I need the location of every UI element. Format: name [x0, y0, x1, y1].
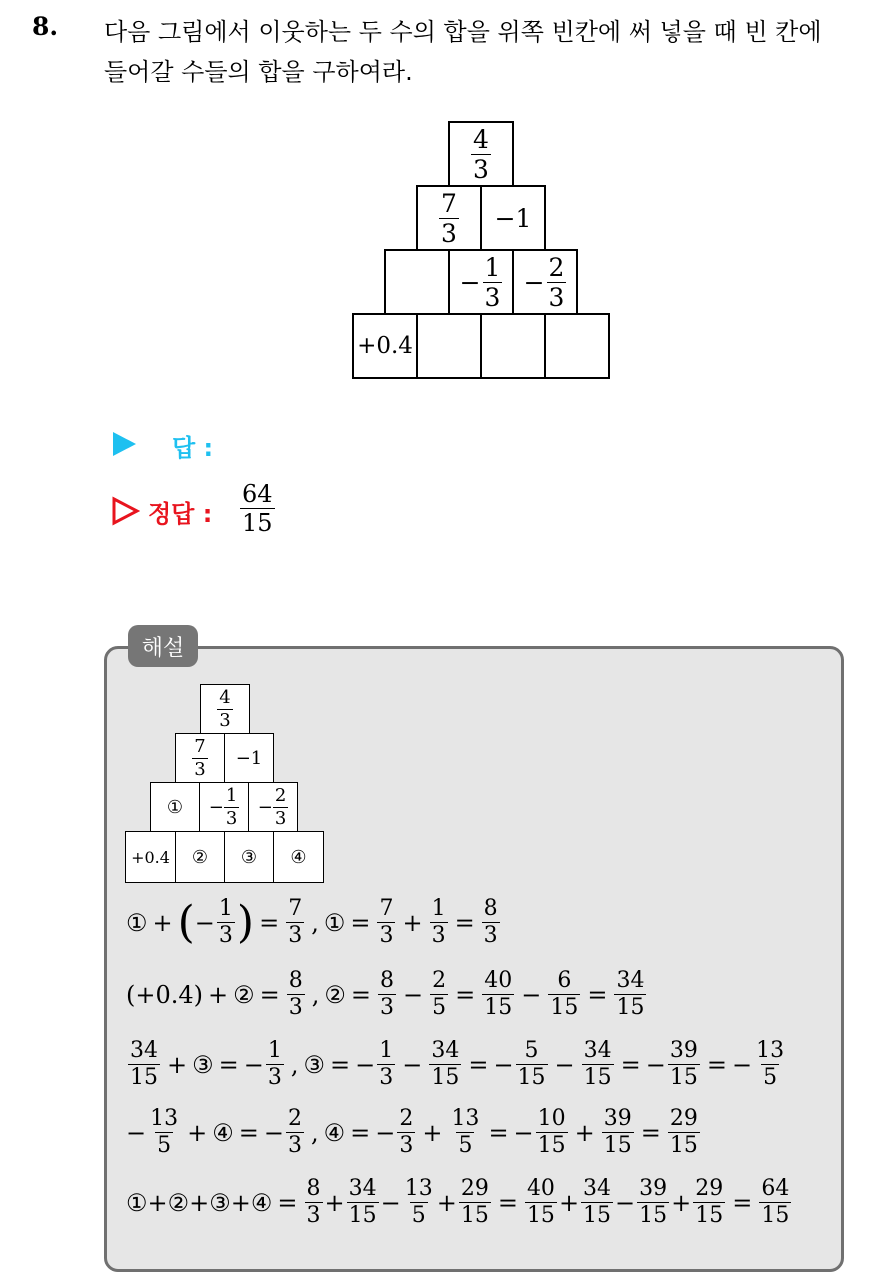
math-token: ②	[167, 1188, 190, 1217]
sol-pyramid-row4-cell1	[125, 831, 176, 883]
outline-triangle-icon	[110, 496, 140, 526]
math-token: (	[177, 896, 195, 948]
fraction-denominator: 5	[157, 1133, 172, 1158]
sol-pyramid-top	[200, 684, 250, 734]
math-token: ①	[323, 908, 346, 937]
fraction-numerator: 8	[483, 896, 498, 921]
fraction	[217, 686, 232, 731]
correct-answer-value	[240, 482, 275, 535]
fraction	[693, 1178, 725, 1227]
fraction	[547, 252, 567, 312]
fraction-denominator: 3	[483, 923, 498, 948]
fraction-numerator: 7	[441, 188, 457, 218]
fraction-denominator: 3	[288, 995, 303, 1020]
math-token: −	[521, 980, 542, 1009]
fraction	[449, 1108, 481, 1157]
fraction-denominator: 3	[219, 709, 231, 731]
fraction	[148, 1108, 180, 1157]
fraction-numerator: 7	[288, 896, 303, 921]
math-token: +0.4	[357, 333, 413, 359]
fraction	[224, 784, 239, 829]
solution-line-3	[126, 1040, 788, 1089]
fraction-numerator: 2	[287, 1106, 302, 1131]
question-number: 8.	[32, 12, 59, 41]
fraction-numerator: 64	[761, 1176, 790, 1201]
fraction	[128, 1040, 160, 1089]
fraction-numerator: 5	[524, 1038, 539, 1063]
pyramid-row4-cell4-blank	[544, 313, 610, 379]
fraction-numerator: 39	[669, 1038, 698, 1063]
fraction-denominator: 15	[431, 1065, 460, 1090]
math-token: +	[558, 1188, 580, 1217]
fraction	[637, 1178, 669, 1227]
fraction	[347, 1178, 379, 1227]
fraction-numerator: 13	[756, 1038, 785, 1063]
math-token: ④	[212, 1118, 234, 1147]
fraction-denominator: 15	[460, 1203, 489, 1228]
math-token: =	[350, 980, 372, 1009]
fraction-denominator: 5	[458, 1133, 473, 1158]
fraction-denominator: 15	[669, 1133, 698, 1158]
fraction	[536, 1108, 568, 1157]
sol-pyramid-row4-cell3	[224, 831, 274, 883]
fraction-numerator: 34	[431, 1038, 460, 1063]
math-token: +	[230, 1188, 251, 1217]
fraction-numerator: 34	[348, 1176, 377, 1201]
fraction-numerator: 2	[548, 252, 565, 282]
math-token: −	[459, 267, 481, 297]
question-text-line2: 들어갈 수들의 합을 구하여라.	[104, 58, 413, 86]
fraction-numerator: 13	[150, 1106, 179, 1131]
fraction	[525, 1178, 557, 1227]
math-token: =	[468, 1050, 489, 1079]
fraction-numerator: 2	[432, 968, 447, 993]
fraction-denominator: 3	[380, 995, 395, 1020]
math-token: ③	[240, 846, 258, 868]
math-token: =	[350, 908, 371, 937]
math-token: (+0.4)	[126, 980, 204, 1009]
fraction-numerator: 34	[583, 1038, 612, 1063]
fraction	[266, 1040, 284, 1089]
fraction	[286, 1108, 304, 1157]
fraction-denominator: 15	[130, 1065, 158, 1090]
math-token: =	[640, 1118, 661, 1147]
math-token: =	[620, 1050, 641, 1079]
math-token: ②	[191, 846, 209, 868]
math-token: −	[493, 1050, 514, 1079]
fraction	[582, 1040, 614, 1089]
fraction	[287, 970, 305, 1019]
math-token: ,	[290, 1050, 299, 1079]
fraction-numerator: 39	[639, 1176, 668, 1201]
pyramid-row3-cell3	[512, 249, 578, 315]
math-token: −	[402, 1050, 423, 1079]
fraction	[192, 735, 207, 780]
fraction-denominator: 3	[288, 923, 303, 948]
fraction-numerator: 7	[379, 896, 394, 921]
solution-tab: 해설	[128, 625, 198, 667]
fraction-numerator: 13	[451, 1106, 480, 1131]
fraction-numerator: 1	[431, 896, 446, 921]
sol-pyramid-row4-cell2	[175, 831, 225, 883]
fraction	[482, 898, 500, 947]
math-token: −	[513, 1118, 534, 1147]
fraction	[668, 1040, 700, 1089]
math-token: =	[732, 1188, 753, 1217]
math-token: +	[208, 980, 229, 1009]
math-token: −	[263, 1118, 284, 1147]
fraction-denominator: 5	[411, 1203, 426, 1228]
fraction-denominator: 15	[484, 995, 513, 1020]
pyramid-row4-cell1	[352, 313, 418, 379]
fraction	[482, 970, 514, 1019]
math-token: −	[645, 1050, 666, 1079]
fraction-denominator: 3	[484, 282, 501, 312]
fraction-numerator: 29	[669, 1106, 698, 1131]
math-token: =	[454, 908, 475, 937]
math-token: ④	[290, 846, 307, 868]
fraction	[548, 970, 580, 1019]
math-token: −	[257, 796, 273, 818]
pyramid-row4-cell2-blank	[416, 313, 482, 379]
fraction-numerator: 29	[695, 1176, 724, 1201]
math-token: +	[422, 1118, 443, 1147]
math-token: =	[350, 1118, 371, 1147]
fraction-denominator: 3	[287, 1133, 302, 1158]
answer-blank-label: 답 :	[172, 434, 214, 462]
math-token: ①	[126, 1188, 148, 1217]
math-token: +0.4	[131, 847, 170, 867]
fraction	[240, 482, 275, 535]
fraction-denominator: 3	[379, 923, 394, 948]
fraction-denominator: 15	[603, 1133, 632, 1158]
math-token: −1	[235, 747, 263, 769]
sol-pyramid-row2-cell2	[224, 733, 274, 783]
math-token: ①	[166, 796, 184, 818]
math-token: +	[167, 1050, 188, 1079]
math-token: +	[671, 1188, 692, 1217]
fraction-numerator: 13	[404, 1176, 433, 1201]
math-token: −	[731, 1050, 753, 1079]
math-token: +	[402, 908, 423, 937]
fraction-numerator: 6	[557, 968, 572, 993]
sol-pyramid-row3-cell1	[150, 782, 200, 832]
solution-line-4	[126, 1108, 702, 1157]
fraction-denominator: 3	[267, 1065, 282, 1090]
fraction	[759, 1178, 791, 1227]
math-token: =	[488, 1118, 509, 1147]
fraction	[377, 898, 395, 947]
fraction	[471, 124, 491, 184]
fraction	[459, 1178, 491, 1227]
fraction-numerator: 39	[603, 1106, 632, 1131]
fraction-denominator: 15	[242, 509, 273, 537]
fraction-numerator: 8	[288, 968, 303, 993]
fraction-denominator: 15	[669, 1065, 698, 1090]
fraction-numerator: 8	[306, 1176, 321, 1201]
pyramid-row3-cell1-blank	[384, 249, 450, 315]
fraction-denominator: 3	[399, 1133, 414, 1158]
play-triangle-icon	[110, 430, 138, 458]
math-token: +	[574, 1118, 595, 1147]
fraction-numerator: 34	[583, 1176, 612, 1201]
fraction-denominator: 3	[274, 807, 287, 829]
question-text-line1: 다음 그림에서 이웃하는 두 수의 합을 위쪽 빈칸에 써 넣을 때 빈 칸에	[104, 18, 822, 46]
math-token: ,	[310, 1118, 319, 1147]
math-token: +	[187, 1118, 208, 1147]
math-token: =	[706, 1050, 727, 1079]
fraction	[754, 1040, 786, 1089]
fraction-denominator: 3	[225, 807, 238, 829]
fraction-denominator: 3	[431, 923, 446, 948]
fraction-denominator: 15	[616, 995, 645, 1020]
fraction-numerator: 1	[218, 896, 233, 921]
fraction-numerator: 1	[379, 1038, 394, 1063]
pyramid-row3-cell2	[448, 249, 514, 315]
fraction	[439, 188, 459, 248]
fraction-denominator: 15	[583, 1203, 612, 1228]
fraction	[429, 1040, 461, 1089]
sol-pyramid-row3-cell2	[199, 782, 249, 832]
fraction-denominator: 15	[639, 1203, 668, 1228]
sol-pyramid-row2-cell1	[175, 733, 225, 783]
math-token: −	[355, 1050, 376, 1079]
fraction	[516, 1040, 548, 1089]
fraction-numerator: 8	[380, 968, 395, 993]
solution-line-5	[126, 1178, 793, 1227]
sol-pyramid-row4-cell4	[273, 831, 324, 883]
fraction	[273, 784, 288, 829]
fraction-denominator: 15	[583, 1065, 612, 1090]
fraction-denominator: 3	[441, 218, 457, 248]
math-token: −	[126, 1118, 147, 1147]
math-token: +	[189, 1188, 210, 1217]
math-token: ③	[209, 1188, 231, 1217]
math-token: ①	[126, 908, 148, 937]
math-token: −	[243, 1050, 264, 1079]
pyramid-top-cell	[448, 121, 514, 187]
fraction-numerator: 40	[484, 968, 513, 993]
math-token: =	[259, 908, 280, 937]
math-token: −	[403, 980, 424, 1009]
math-token: ③	[192, 1050, 214, 1079]
math-token: =	[218, 1050, 239, 1079]
math-token: −	[375, 1118, 396, 1147]
fraction-denominator: 15	[550, 995, 579, 1020]
fraction-numerator: 4	[219, 686, 231, 708]
math-token: ④	[250, 1188, 273, 1217]
fraction-denominator: 3	[379, 1065, 394, 1090]
fraction	[602, 1108, 634, 1157]
fraction	[668, 1108, 700, 1157]
math-token: =	[497, 1188, 518, 1217]
math-token: ③	[303, 1050, 325, 1079]
math-token: −	[554, 1050, 575, 1079]
math-token: =	[455, 980, 476, 1009]
fraction-numerator: 7	[194, 735, 206, 757]
math-token: +	[147, 1188, 168, 1217]
math-token: +	[324, 1188, 345, 1217]
math-token: +	[152, 908, 173, 937]
fraction-numerator: 64	[242, 480, 273, 508]
math-token: −1	[494, 203, 532, 233]
math-token: ,	[311, 980, 320, 1009]
math-token: =	[587, 980, 608, 1009]
fraction-denominator: 15	[695, 1203, 724, 1228]
fraction	[397, 1108, 415, 1157]
fraction	[286, 898, 304, 947]
math-token: −	[380, 1188, 401, 1217]
sol-pyramid-row3-cell3	[248, 782, 298, 832]
fraction-denominator: 15	[761, 1203, 790, 1228]
fraction	[581, 1178, 613, 1227]
pyramid-row2-cell1	[416, 185, 482, 251]
math-token: )	[236, 896, 255, 948]
math-token: −	[523, 267, 545, 297]
pyramid-row2-cell2	[480, 185, 546, 251]
fraction-denominator: 15	[517, 1065, 546, 1090]
fraction	[217, 898, 235, 947]
fraction-numerator: 2	[399, 1106, 414, 1131]
fraction-denominator: 3	[194, 758, 206, 780]
math-token: =	[259, 980, 280, 1009]
solution-line-1	[126, 898, 502, 947]
math-token: =	[330, 1050, 351, 1079]
math-token: ,	[311, 908, 319, 937]
fraction-numerator: 1	[267, 1038, 282, 1063]
fraction-numerator: 34	[616, 968, 645, 993]
fraction-denominator: 15	[348, 1203, 377, 1228]
math-token: −	[208, 796, 224, 818]
question-text	[104, 12, 874, 92]
fraction-denominator: 3	[548, 282, 565, 312]
fraction-numerator: 10	[537, 1106, 566, 1131]
fraction	[403, 1178, 435, 1227]
fraction	[430, 970, 448, 1019]
correct-answer-label: 정답 :	[148, 500, 213, 528]
fraction-denominator: 15	[537, 1133, 566, 1158]
fraction	[305, 1178, 323, 1227]
math-token: −	[615, 1188, 636, 1217]
math-token: −	[194, 908, 215, 937]
fraction	[614, 970, 646, 1019]
fraction-numerator: 1	[225, 784, 238, 806]
fraction-numerator: 4	[473, 124, 489, 154]
fraction-numerator: 1	[484, 252, 501, 282]
fraction-denominator: 3	[218, 923, 233, 948]
fraction	[377, 1040, 395, 1089]
fraction	[483, 252, 503, 312]
math-token: ②	[324, 980, 346, 1009]
fraction	[378, 970, 396, 1019]
fraction-denominator: 5	[432, 995, 447, 1020]
solution-line-2	[126, 970, 648, 1019]
fraction-numerator: 29	[460, 1176, 489, 1201]
fraction	[430, 898, 448, 947]
fraction-denominator: 15	[526, 1203, 555, 1228]
fraction-denominator: 3	[306, 1203, 321, 1228]
math-token: ②	[233, 980, 255, 1009]
fraction-denominator: 5	[763, 1065, 778, 1090]
math-token: =	[238, 1118, 259, 1147]
fraction-numerator: 34	[130, 1038, 158, 1063]
math-token: =	[277, 1188, 298, 1217]
fraction-denominator: 3	[473, 154, 489, 184]
pyramid-row4-cell3-blank	[480, 313, 546, 379]
math-token: +	[436, 1188, 457, 1217]
math-token: ④	[323, 1118, 346, 1147]
fraction-numerator: 40	[526, 1176, 555, 1201]
fraction-numerator: 2	[274, 784, 287, 806]
